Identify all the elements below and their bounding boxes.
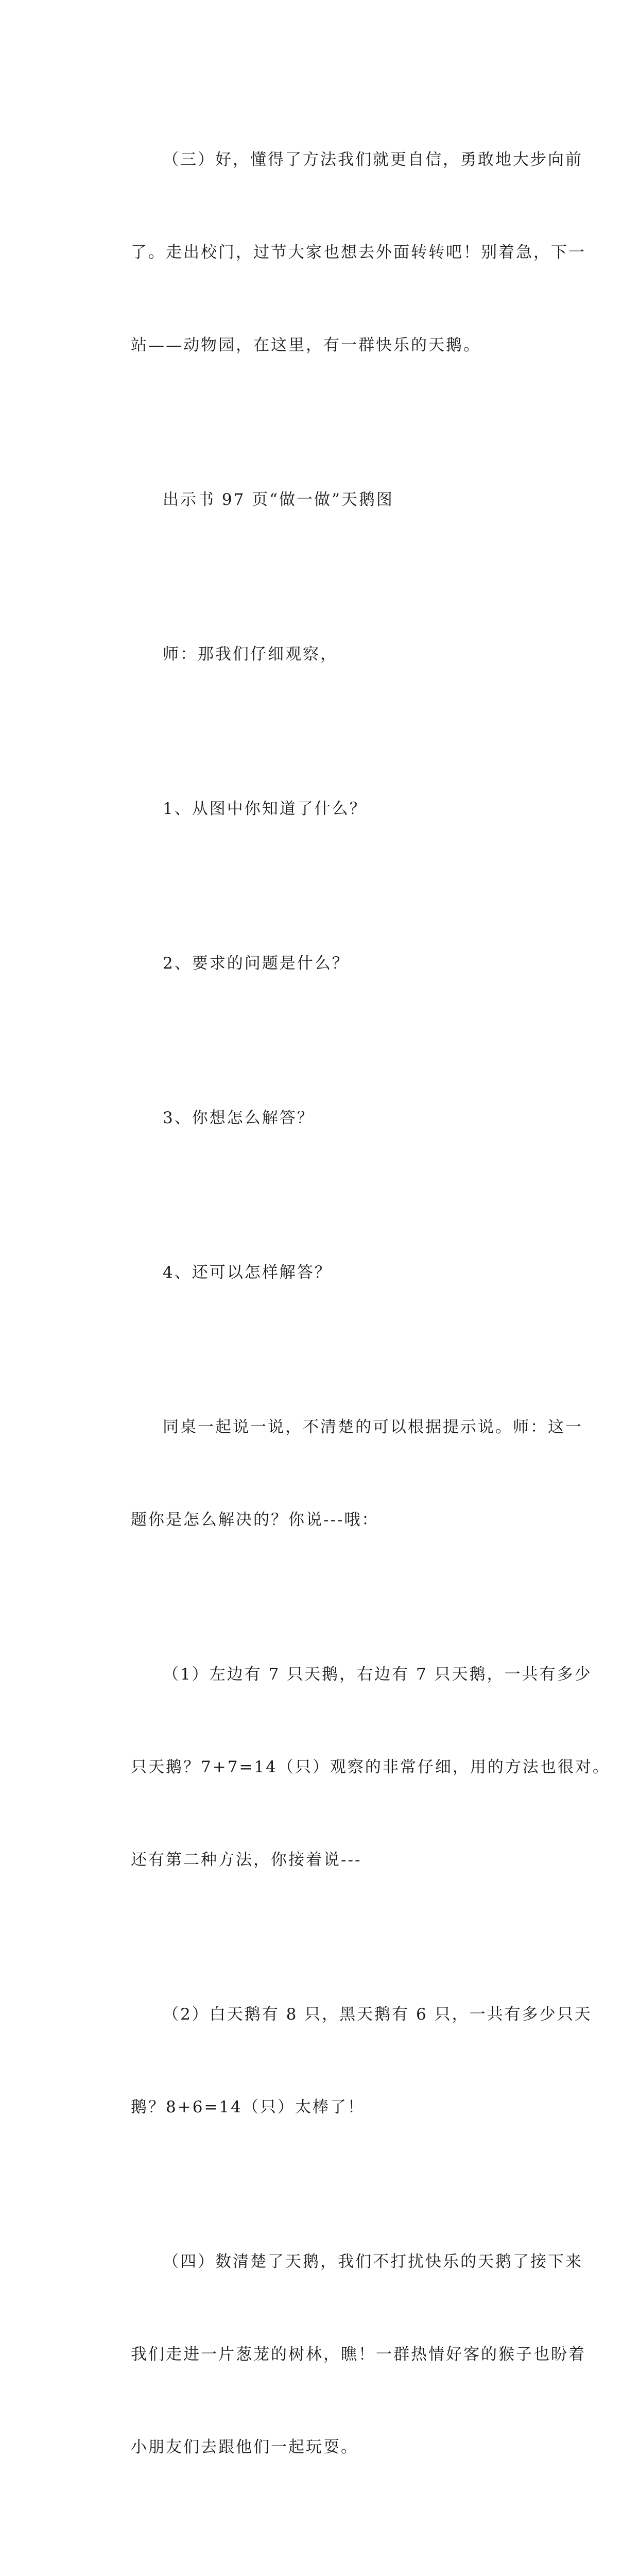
- text-line: 了。走出校门，过节大家也想去外面转转吧！别着急，下一: [131, 243, 586, 262]
- question-4: [99, 1195, 542, 1350]
- text-line: 站——动物园，在这里，有一群快乐的天鹅。: [131, 336, 481, 354]
- paragraph-teacher-observe: [99, 577, 542, 732]
- paragraph-section-4: [99, 2184, 586, 2524]
- text-line: 师：那我们仔细观察，: [163, 645, 338, 664]
- text-line: 同桌一起说一说，不清楚的可以根据提示说。师：这一: [163, 1418, 583, 1436]
- text-line: （四）数清楚了天鹅，我们不打扰快乐的天鹅了接下来: [163, 2252, 583, 2271]
- text-line: 3、你想怎么解答？: [163, 1109, 315, 1127]
- text-line: 出示书 97 页“做一做”天鹅图: [163, 490, 394, 509]
- paragraph-method-1: [99, 1597, 610, 1937]
- text-line: 鹅？8+6=14（只）太棒了！: [131, 2098, 365, 2116]
- question-1: [99, 732, 542, 886]
- paragraph-show-swan-figure: [99, 422, 542, 577]
- text-line: （2）白天鹅有 8 只，黑天鹅有 6 只，一共有多少只天: [163, 2005, 592, 2024]
- text-line: 4、还可以怎样解答？: [163, 1263, 332, 1282]
- paragraph-show-monkey-figure: [99, 2524, 542, 2576]
- document-body: [99, 82, 610, 2576]
- text-line: 小朋友们去跟他们一起玩耍。: [131, 2438, 358, 2456]
- text-line: （1）左边有 7 只天鹅，右边有 7 只天鹅，一共有多少: [163, 1665, 592, 1684]
- paragraph-section-3: [99, 82, 586, 422]
- text-line: 1、从图中你知道了什么？: [163, 800, 367, 818]
- text-line: 只天鹅？7+7=14（只）观察的非常仔细，用的方法也很对。: [131, 1758, 610, 1776]
- question-2: [99, 886, 542, 1041]
- paragraph-desk-mates: [99, 1350, 583, 1597]
- paragraph-method-2: [99, 1937, 592, 2184]
- text-line: 2、要求的问题是什么？: [163, 954, 350, 973]
- text-line: 题你是怎么解决的？你说---哦：: [131, 1511, 379, 1529]
- text-line: 还有第二种方法，你接着说---: [131, 1851, 362, 1869]
- question-3: [99, 1041, 542, 1195]
- text-line: （三）好，懂得了方法我们就更自信，勇敢地大步向前: [163, 150, 583, 169]
- text-line: 我们走进一片葱茏的树林，瞧！一群热情好客的猴子也盼着: [131, 2345, 586, 2364]
